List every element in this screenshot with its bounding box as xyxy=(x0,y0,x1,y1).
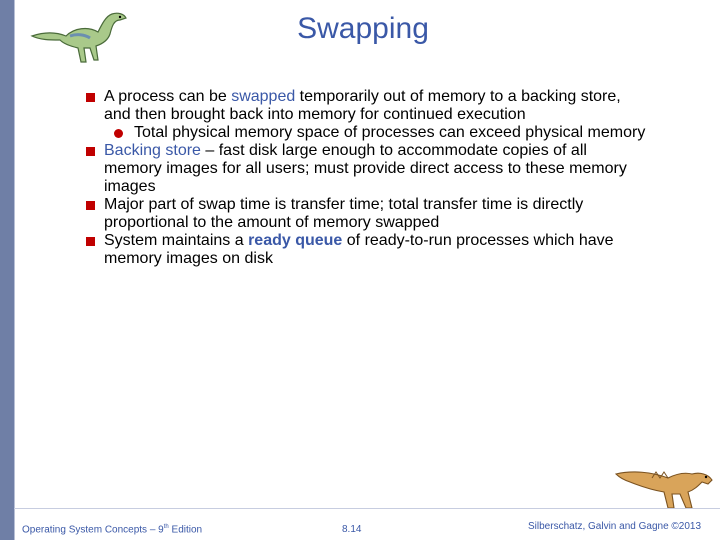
square-bullet-icon xyxy=(86,201,95,210)
list-item xyxy=(86,142,646,196)
left-divider xyxy=(14,0,15,540)
bullet-text: temporarily out of memory to a backing store, and then brought back into memory for continued execution xyxy=(104,88,621,123)
term-highlight: Backing store xyxy=(104,142,201,159)
sub-bullet-text: Total physical memory space of processes can exceed physical memory xyxy=(134,124,646,141)
copyright-notice: Silberschatz, Galvin and Gagne ©2013 xyxy=(528,521,702,532)
book-title-suffix: Edition xyxy=(168,524,203,536)
square-bullet-icon xyxy=(86,93,95,102)
page-number: 8.14 xyxy=(342,524,362,535)
bullet-text: A process can be xyxy=(104,88,232,105)
dinosaur-icon xyxy=(612,462,716,512)
list-item xyxy=(86,88,646,124)
round-bullet-icon xyxy=(114,129,123,138)
sub-list-item xyxy=(86,124,646,142)
term-highlight: ready queue xyxy=(248,232,343,249)
footer-divider xyxy=(14,508,720,509)
book-edition-ordinal: th xyxy=(163,524,169,530)
slide-title: Swapping xyxy=(297,12,429,45)
bullet-text: – fast disk large enough to accommodate copies of all memory images for all users; must provide direct access to these memory images xyxy=(104,142,627,195)
bullet-list xyxy=(86,88,646,268)
term-highlight: swapped xyxy=(231,88,296,105)
square-bullet-icon xyxy=(86,147,95,156)
square-bullet-icon xyxy=(86,237,95,246)
bullet-text: Major part of swap time is transfer time; total transfer time is directly proportional to the amount of memory swapped xyxy=(104,196,584,231)
bullet-text: System maintains a xyxy=(104,232,249,249)
bullet-text: of ready-to-run processes which have memory images on disk xyxy=(104,232,614,267)
list-item xyxy=(86,232,646,268)
book-title-prefix: Operating System Concepts – 9 xyxy=(22,524,164,536)
left-sidebar-bar xyxy=(0,0,14,540)
footer-book-title xyxy=(22,524,202,535)
list-item xyxy=(86,196,646,232)
